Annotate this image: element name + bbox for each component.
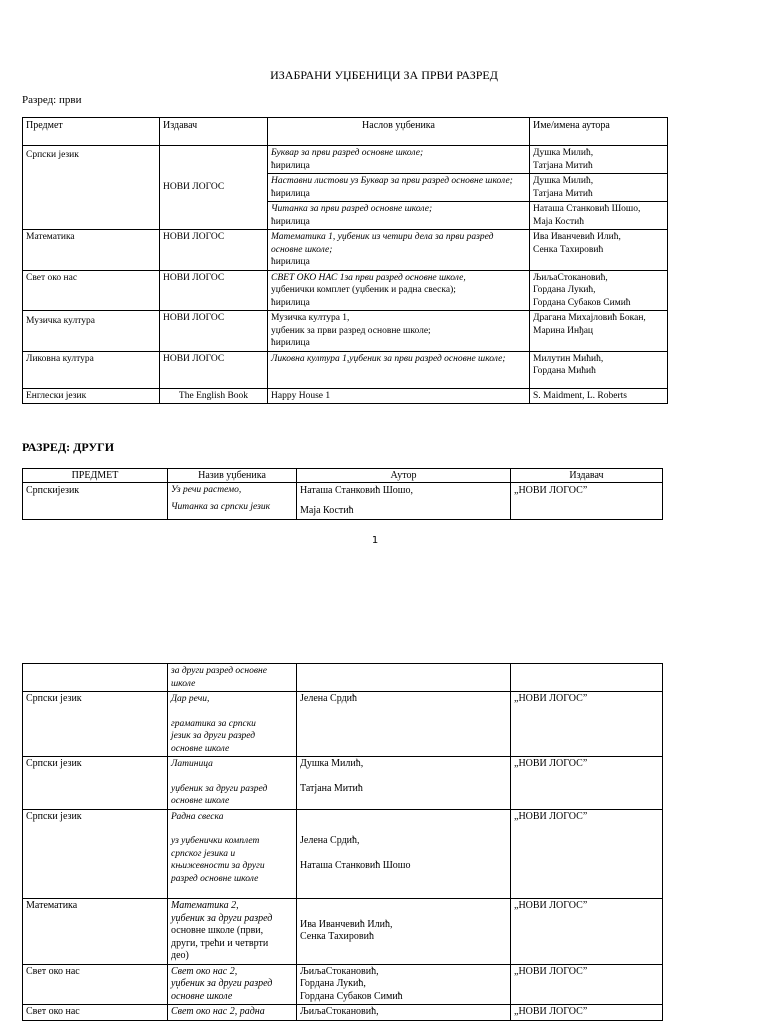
subject-cell: Математика (23, 899, 168, 965)
table-row (23, 899, 663, 965)
header-subject: Предмет (23, 118, 160, 146)
subject-cell: Српски језик (23, 757, 168, 810)
book-cell: СВЕТ ОКО НАС 1за први разред основне школе, уџбенички комплет (уџбеник и радна свеска); ћирилица (268, 270, 530, 311)
table-row (23, 692, 663, 757)
subject-cell: Свет око нас (23, 270, 160, 311)
subject-cell: Свет око нас (23, 1005, 168, 1021)
author-cell: Душка Милић, Татјана Митић (297, 757, 511, 810)
book-cell: Свет око нас 2, радна (168, 1005, 297, 1021)
publisher-cell: „НОВИ ЛОГОС” (511, 1005, 663, 1021)
book-cell: за други разред основне школе (168, 664, 297, 692)
document-title: ИЗАБРАНИ УЏБЕНИЦИ ЗА ПРВИ РАЗРЕД (270, 68, 498, 82)
subject-cell: Ликовна култура (23, 351, 160, 388)
publisher-cell: „НОВИ ЛОГОС” (511, 757, 663, 810)
header-author: Аутор (297, 469, 511, 483)
book-cell: Дар речи, граматика за српски језик за други разред основне школе (168, 692, 297, 757)
author-cell: S. Maidment, L. Roberts (530, 388, 668, 404)
book-cell: Буквар за први разред основне школе; ћирилица (268, 146, 530, 174)
author-cell: Драгана Михајловић Бокан, Марина Инђац (530, 311, 668, 352)
author-cell: Јелена Срдић (297, 692, 511, 757)
book-cell: Уз речи растемо, Читанка за српски језик (168, 483, 297, 520)
author-cell: ЉиљаСтокановић, (297, 1005, 511, 1021)
publisher-cell (511, 664, 663, 692)
book-cell: Музичка култура 1, уџбеник за први разред основне школе; ћирилица (268, 311, 530, 352)
header-book-title: Наслов уџбеника (268, 118, 530, 146)
table-header-row (23, 469, 663, 483)
book-cell: Математика 1, уџбеник из четири дела за први разред основне школе; ћирилица (268, 230, 530, 271)
author-cell: ЉиљаСтокановић, Гордана Лукић, Гордана Субаков Симић (530, 270, 668, 311)
table-row (23, 483, 663, 520)
publisher-cell: НОВИ ЛОГОС (160, 146, 268, 230)
author-cell: Ива Иванчевић Илић, Сенка Тахировић (530, 230, 668, 271)
book-cell: Наставни листови уз Буквар за први разред основне школе; ћирилица (268, 174, 530, 202)
table-row (23, 230, 668, 271)
table-row (23, 809, 663, 899)
table-row (23, 1005, 663, 1021)
book-cell: Happy House 1 (268, 388, 530, 404)
publisher-cell: „НОВИ ЛОГОС” (511, 692, 663, 757)
table-row (23, 757, 663, 810)
book-cell: Латиница уџбеник за други разред основне школе (168, 757, 297, 810)
table-header-row (23, 118, 668, 146)
author-cell: Милутин Мићић, Гордана Мићић (530, 351, 668, 388)
subject-cell: Српски језик (23, 146, 160, 230)
table-row (23, 146, 668, 174)
subject-cell: Српски језик (23, 692, 168, 757)
table-row (23, 964, 663, 1005)
book-cell: Свет око нас 2, уџбеник за други разред основне школе (168, 964, 297, 1005)
second-grade-table-continued (22, 663, 663, 1021)
subject-cell: Српски језик (23, 809, 168, 899)
subject-cell: Музичка култура (23, 311, 160, 352)
header-publisher: Издавач (160, 118, 268, 146)
header-publisher: Издавач (511, 469, 663, 483)
author-cell (297, 664, 511, 692)
author-cell: Ива Иванчевић Илић, Сенка Тахировић (297, 899, 511, 965)
book-cell: Радна свеска уз уџбенички комплет српског језика и књижевности за други разред основне школе (168, 809, 297, 899)
table-row (23, 311, 668, 352)
subject-cell: Математика (23, 230, 160, 271)
header-book-title: Назив уџбеника (168, 469, 297, 483)
first-grade-table (22, 117, 668, 404)
author-cell: Душка Милић, Татјана Митић (530, 146, 668, 174)
publisher-cell: „НОВИ ЛОГОС” (511, 483, 663, 520)
subject-cell: Енглески језик (23, 388, 160, 404)
publisher-cell: НОВИ ЛОГОС (160, 351, 268, 388)
table-row (23, 351, 668, 388)
author-cell: Наташа Станковић Шошо, Маја Костић (530, 202, 668, 230)
table-row (23, 664, 663, 692)
publisher-cell: НОВИ ЛОГОС (160, 270, 268, 311)
second-grade-table (22, 468, 663, 520)
publisher-cell: The English Book (160, 388, 268, 404)
header-authors: Име/имена аутора (530, 118, 668, 146)
author-cell: Наташа Станковић Шошо, Маја Костић (297, 483, 511, 520)
author-cell: Душка Милић, Татјана Митић (530, 174, 668, 202)
author-cell: ЉиљаСтокановић, Гордана Лукић, Гордана Субаков Симић (297, 964, 511, 1005)
subject-cell: Свет око нас (23, 964, 168, 1005)
publisher-cell: „НОВИ ЛОГОС” (511, 809, 663, 899)
header-subject: ПРЕДМЕТ (23, 469, 168, 483)
book-cell: Читанка за први разред основне школе; ћирилица (268, 202, 530, 230)
page-number: 1 (371, 535, 379, 546)
table-row (23, 270, 668, 311)
publisher-cell: НОВИ ЛОГОС (160, 230, 268, 271)
subject-cell (23, 664, 168, 692)
publisher-cell: НОВИ ЛОГОС (160, 311, 268, 352)
table-row (23, 388, 668, 404)
book-cell: Математика 2, уџбеник за други разред основне школе (први, други, трећи и четврти део) (168, 899, 297, 965)
publisher-cell: „НОВИ ЛОГОС” (511, 899, 663, 965)
grade-second-heading: РАЗРЕД: ДРУГИ (22, 440, 115, 454)
publisher-cell: „НОВИ ЛОГОС” (511, 964, 663, 1005)
subject-cell: Српскијезик (23, 483, 168, 520)
book-cell: Ликовна култура 1,уџбеник за први разред основне школе; (268, 351, 530, 388)
grade-first-label: Разред: први (22, 94, 82, 106)
author-cell: Јелена Срдић, Наташа Станковић Шошо (297, 809, 511, 899)
